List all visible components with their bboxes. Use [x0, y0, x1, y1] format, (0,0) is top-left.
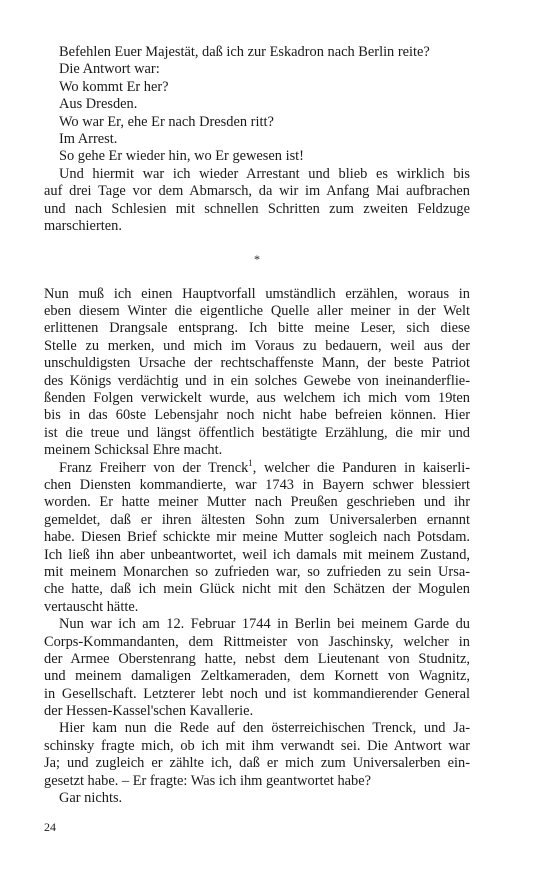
text-line: bis in das 60ste Lebensjahr noch nicht habe befreien können. Hier [44, 407, 470, 424]
text-fragment: Franz Freiherr von der Trenck [59, 459, 249, 476]
text-line [44, 457, 470, 477]
text-line: Und hiermit war ich wieder Arrestant und blieb es wirklich bis [59, 165, 470, 182]
dialogue-block [44, 44, 470, 166]
text-line: der Hessen-Kassel'schen Kavallerie. [44, 703, 254, 720]
dialogue-line: Befehlen Euer Majestät, daß ich zur Eskadron nach Berlin reite? [59, 44, 430, 60]
text-line: chen Diensten kommandierte, war 1743 in Bayern schwer blessiert [44, 476, 470, 493]
text-line: Hier kam nun die Rede auf den österreichischen Trenck, und Ja- [59, 720, 470, 737]
text-line: eben diesem Winter die eigentliche Quelle aller meiner in der Welt [44, 303, 470, 320]
trenck-paragraph [44, 457, 470, 617]
text-line: worden. Er hatte meiner Mutter nach Preußen geschrieben und ihr [44, 494, 470, 511]
text-line: che hatte, daß ich mein Glück nicht mit den Schätzen der Mogulen [44, 581, 470, 598]
text-line: habe. Diesen Brief schickte mir meine Mutter sogleich nach Potsdam. [44, 529, 470, 546]
main-paragraph [44, 286, 470, 460]
text-line: ßenden Folgen verwickelt wurde, aus welchem ich mich vom 19ten [44, 390, 470, 407]
text-line: erlittenen Drangsale entsprang. Ich bitte meine Leser, sich diese [44, 320, 470, 337]
text-line: und nach Schlesien mit schnellen Schritten zum zweiten Feldzuge [44, 200, 470, 217]
text-line: marschierten. [44, 217, 122, 234]
text-line: Ich ließ ihn aber unbeantwortet, weil ich damals mit meinem Zustand, [44, 546, 470, 563]
dialogue-line: Aus Dresden. [59, 96, 138, 113]
text-line: in Gesellschaft. Letzterer lebt noch und ist kommandierender General [44, 685, 470, 702]
text-line: und meinem damaligen Zeltkameraden, dem Kornett von Wagnitz, [44, 668, 470, 685]
text-line: meinem Schicksal Ehre macht. [44, 442, 223, 459]
page-body [44, 44, 470, 807]
dialogue-line: Im Arrest. [59, 130, 118, 147]
text-line: auf drei Tage vor dem Abmarsch, da wir im Anfang Mai aufbrachen [44, 183, 470, 200]
text-line: Nun muß ich einen Hauptvorfall umständlich erzählen, woraus in [44, 285, 470, 302]
text-fragment: , welcher die Panduren in kaiserli- [252, 459, 470, 476]
dialogue-line: Wo kommt Er her? [59, 78, 169, 95]
text-line: gemeldet, daß er ihren ältesten Sohn zum Universalerben ernannt [44, 511, 470, 528]
footnote-marker: 1 [248, 457, 253, 468]
dialogue-line: So gehe Er wieder hin, wo Er gewesen ist! [59, 148, 304, 165]
text-line: Nun war ich am 12. Februar 1744 in Berlin bei meinem Garde du [59, 616, 470, 633]
text-line: gesetzt habe. – Er fragte: Was ich ihm geantwortet habe? [44, 772, 372, 789]
section-separator: * [254, 252, 260, 267]
text-line: schinsky fragte mich, ob ich mit ihm verwandt sei. Die Antwort war [44, 737, 470, 754]
page-number: 24 [44, 820, 56, 834]
text-line: mit meinem Monarchen so zufrieden war, so zufrieden zu sein Ursa- [44, 563, 470, 580]
text-line: Stelle zu merken, und mich im Voraus zu bedauern, weil aus der [44, 337, 470, 354]
berlin-paragraph [44, 616, 470, 720]
question-paragraph [44, 720, 470, 790]
text-line: Corps-Kommandanten, dem Rittmeister von Jaschinsky, welcher in [44, 633, 470, 650]
dialogue-line: Wo war Er, ehe Er nach Dresden ritt? [59, 113, 274, 130]
text-line: der Armee Oberstenrang hatte, nebst dem Lieutenant von Studnitz, [44, 650, 470, 667]
final-line: Gar nichts. [59, 790, 123, 807]
dialogue-line: Die Antwort war: [59, 61, 160, 78]
text-line: unschuldigsten Ursache der rechtschaffenste Mann, der beste Patriot [44, 355, 470, 372]
text-line: des Königs verdächtig und in ein solches Gewebe von ineinanderflie- [44, 372, 470, 389]
text-line: ist die treue und längst öffentlich bestätigte Erzählung, die mir und [44, 424, 470, 441]
text-line: vertauscht hätte. [44, 598, 139, 615]
text-line: Ja; und zugleich er zählte ich, daß er mich zum Universalerben ein- [44, 755, 470, 772]
arrest-paragraph [44, 166, 470, 236]
